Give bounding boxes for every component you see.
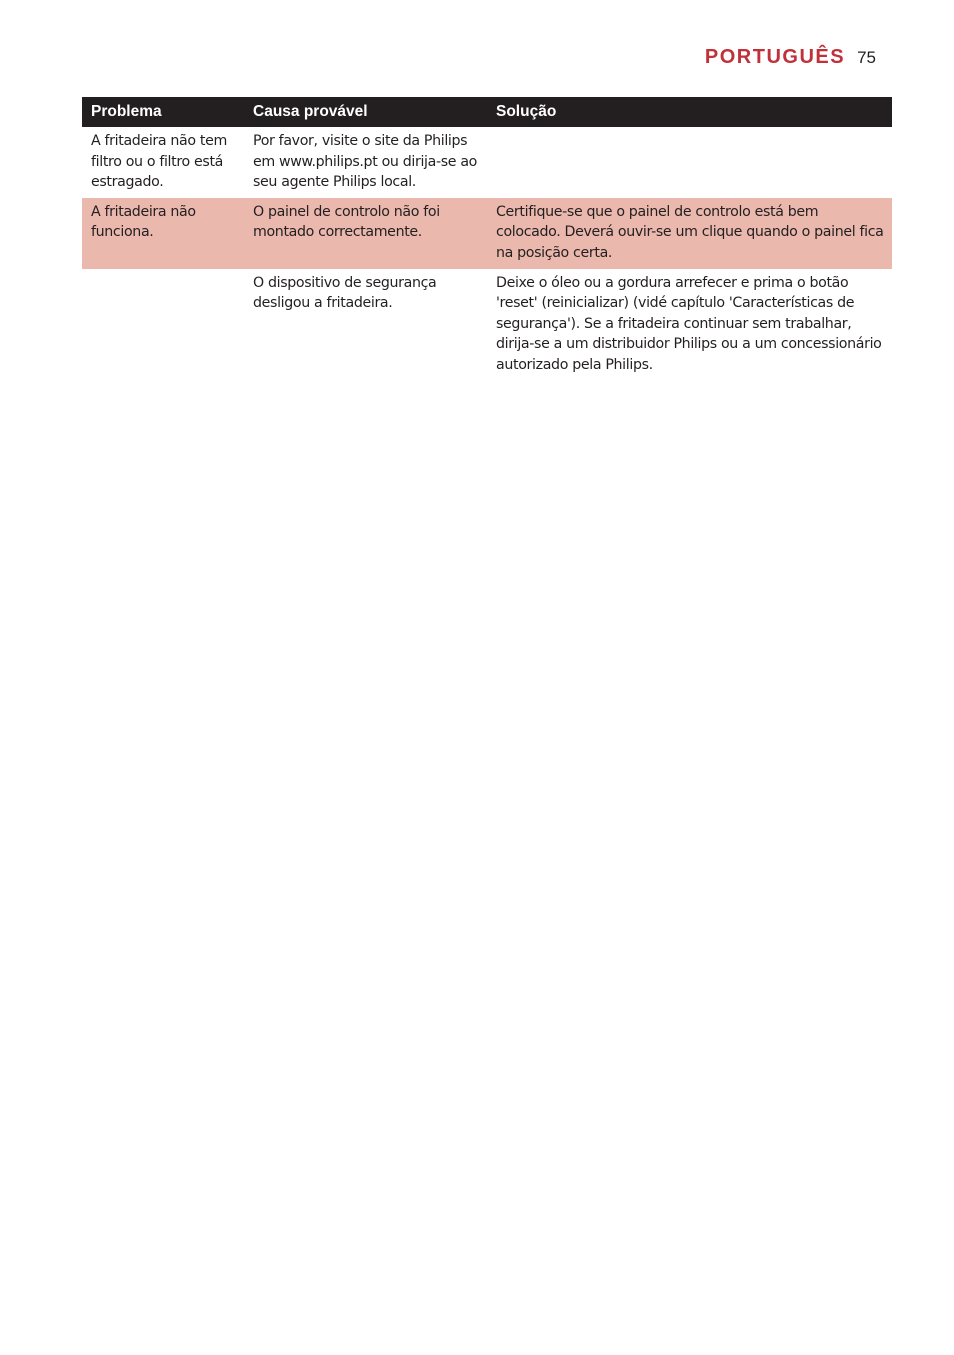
table-row [82, 269, 892, 381]
column-header-solution: Solução [487, 97, 892, 127]
problem-cell: A fritadeira não tem filtro ou o filtro está estragado. [91, 133, 227, 191]
solution-cell: Deixe o óleo ou a gordura arrefecer e prima o botão 'reset' (reinicializar) (vidé capítulo 'Características de segurança'). Se a fritadeira continuar sem trabalhar, dirija-se a um distribuidor Philips ou a um concessionário autorizado pela Philips. [496, 274, 882, 373]
page-header [705, 46, 876, 69]
column-header-cause: Causa provável [244, 97, 487, 127]
column-header-problem: Problema [82, 97, 244, 127]
section-title: PORTUGUÊS [704, 46, 846, 68]
page-number: 75 [857, 48, 876, 67]
problem-cell [82, 269, 244, 381]
cause-cell: Por favor, visite o site da Philips em www.philips.pt ou dirija-se ao seu agente Philips local. [253, 133, 477, 191]
problem-cell: A fritadeira não funciona. [82, 198, 244, 269]
cause-cell: O dispositivo de segurança desligou a fritadeira. [253, 274, 437, 312]
table-header-row [82, 97, 892, 127]
solution-cell [487, 127, 892, 198]
solution-cell: Certifique-se que o painel de controlo está bem colocado. Deverá ouvir-se um clique quando o painel fica na posição certa. [487, 198, 892, 269]
troubleshooting-table [82, 97, 892, 381]
cause-cell: O painel de controlo não foi montado correctamente. [244, 198, 487, 269]
table-row [82, 198, 892, 269]
table-row [82, 127, 892, 198]
